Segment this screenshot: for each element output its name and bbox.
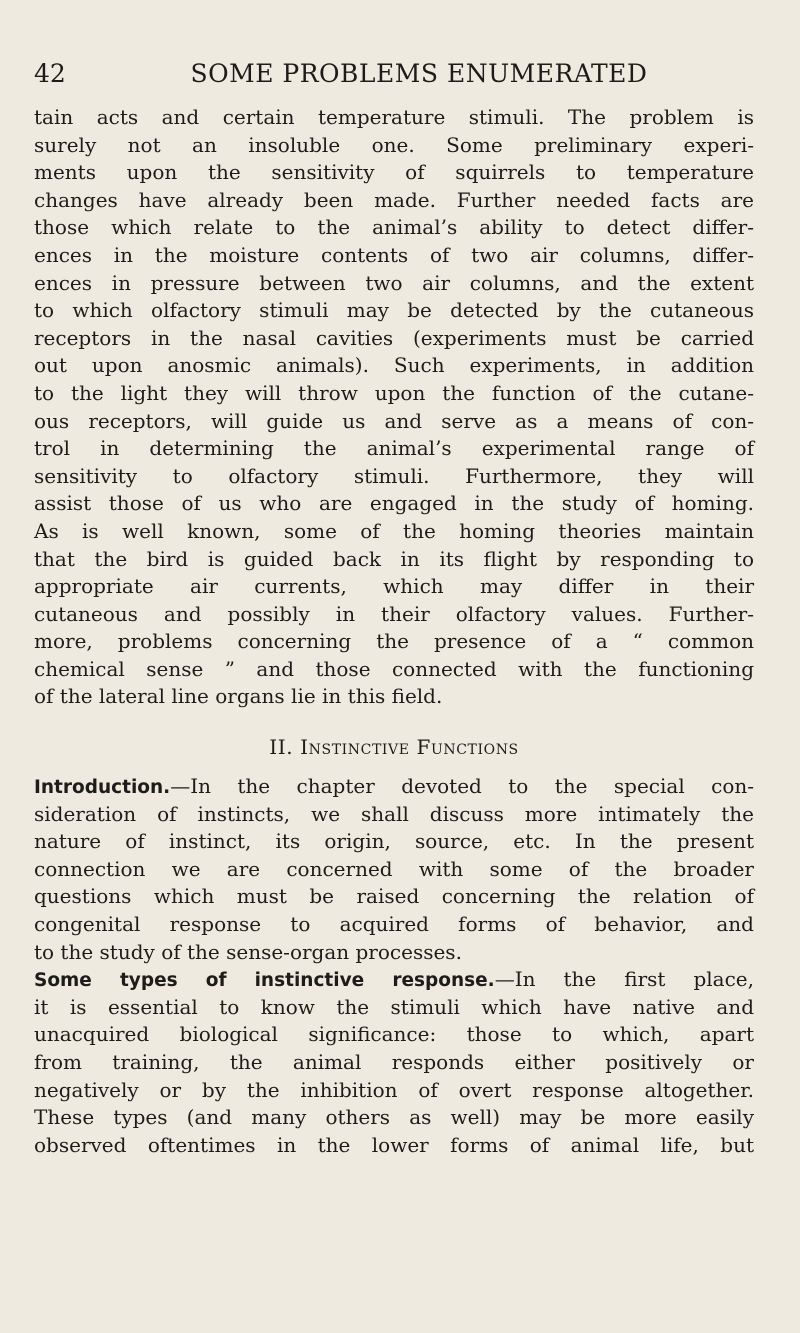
paragraph xyxy=(34,966,754,1159)
text-line: ences in pressure between two air columns, and the extent xyxy=(34,270,754,295)
paragraph xyxy=(34,104,754,711)
text-line: trol in determining the animal’s experimental range of xyxy=(34,436,754,461)
text-line: from training, the animal responds either positively or xyxy=(34,1050,754,1074)
text-line: questions which must be raised concerning the relation of xyxy=(34,884,754,909)
text-line: ments upon the sensitivity of squirrels to temperature xyxy=(34,160,754,185)
text-line: These types (and many others as well) may be more easily xyxy=(34,1105,754,1130)
text-line: observed oftentimes in the lower forms of animal life, but xyxy=(34,1132,754,1157)
text-line: sensitivity to olfactory stimuli. Furthermore, they will xyxy=(34,463,754,488)
text-line: to the light they will throw upon the function of the cutane- xyxy=(34,380,754,405)
text-line: surely not an insoluble one. Some preliminary experi- xyxy=(34,132,754,157)
page-number: 42 xyxy=(34,59,66,88)
text-line: chemical sense ” and those connected with the functioning xyxy=(34,656,754,681)
text-line: ences in the moisture contents of two air columns, differ- xyxy=(34,242,754,267)
text-line: unacquired biological significance: those to which, apart xyxy=(34,1022,754,1047)
text-line: to which olfactory stimuli may be detected by the cutaneous xyxy=(34,298,754,323)
text-line: congenital response to acquired forms of behavior, and xyxy=(34,912,754,937)
text-line: to the study of the sense-organ processes. xyxy=(34,939,462,964)
text-line: ous receptors, will guide us and serve as a means of con- xyxy=(34,408,754,433)
running-title: SOME PROBLEMS ENUMERATED xyxy=(190,59,648,88)
running-head xyxy=(34,54,754,94)
text-line: that the bird is guided back in its flight by responding to xyxy=(34,546,754,571)
body-text xyxy=(34,104,754,1159)
text-line-with-run-in xyxy=(34,966,754,994)
text-line: it is essential to know the stimuli which have native and xyxy=(34,994,754,1019)
text-line: connection we are concerned with some of the broader xyxy=(34,856,754,881)
paragraph xyxy=(34,773,754,966)
run-in-heading: Some types of instinctive response. xyxy=(34,970,495,992)
section-heading: II. Instinctive Functions xyxy=(269,735,519,760)
text-line: sideration of instincts, we shall discuss more intimately the xyxy=(34,801,754,826)
text-line: changes have already been made. Further needed facts are xyxy=(34,187,754,212)
text-line: receptors in the nasal cavities (experiments must be carried xyxy=(34,325,754,350)
text-line: out upon anosmic animals). Such experiments, in addition xyxy=(34,353,754,378)
text-line: tain acts and certain temperature stimuli. The problem is xyxy=(34,105,754,129)
text-fragment: —In the first place, xyxy=(494,967,754,992)
text-line: assist those of us who are engaged in the study of homing. xyxy=(34,491,754,516)
text-line: nature of instinct, its origin, source, etc. In the present xyxy=(34,829,754,854)
text-line: cutaneous and possibly in their olfactory values. Further- xyxy=(34,601,754,626)
run-in-heading: Introduction. xyxy=(34,777,171,799)
text-line: appropriate air currents, which may differ in their xyxy=(34,574,754,599)
text-line: negatively or by the inhibition of overt response altogether. xyxy=(34,1077,754,1102)
text-line: more, problems concerning the presence of a “ common xyxy=(34,629,754,654)
text-line: of the lateral line organs lie in this field. xyxy=(34,684,443,709)
text-fragment: —In the chapter devoted to the special con- xyxy=(170,774,754,799)
text-line: As is well known, some of the homing theories maintain xyxy=(34,518,754,543)
text-line-with-run-in xyxy=(34,773,754,801)
text-line: those which relate to the animal’s ability to detect differ- xyxy=(34,215,754,240)
